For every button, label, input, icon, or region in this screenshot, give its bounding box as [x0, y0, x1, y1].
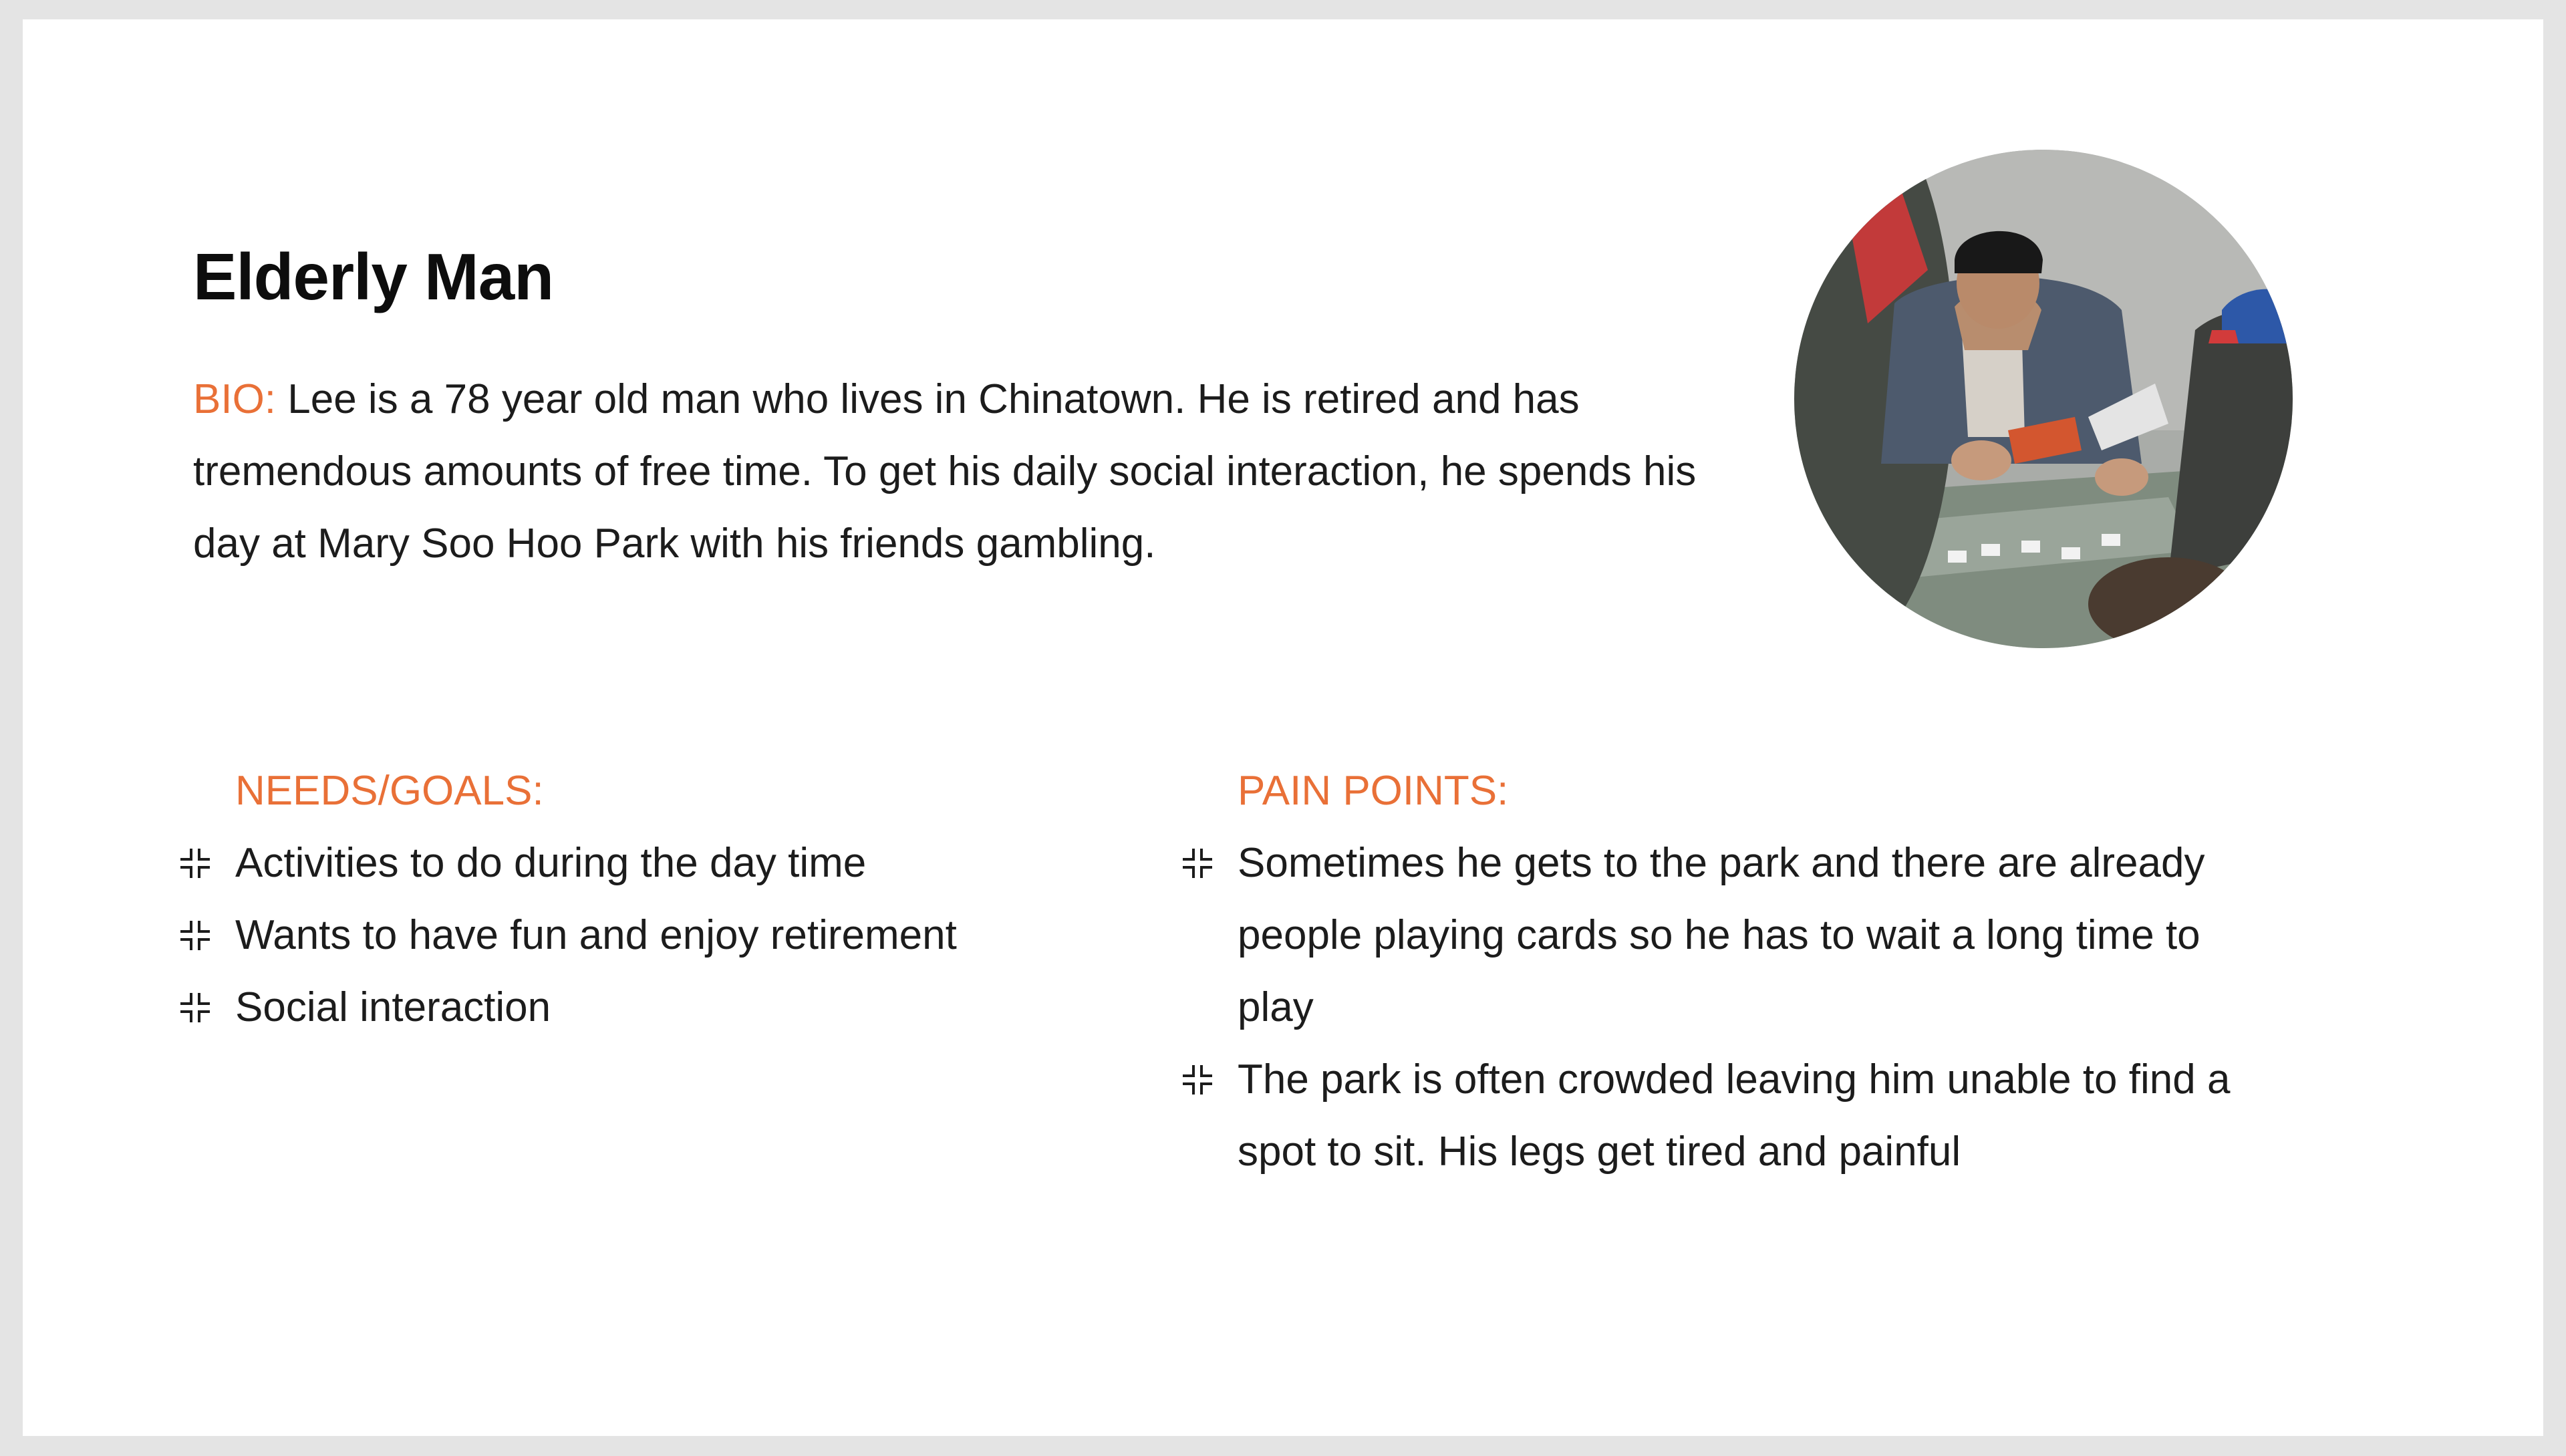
pain-point-item-text: The park is often crowded leaving him unable to find a spot to sit. His legs get tired and painful — [1238, 1056, 2231, 1175]
sparkle-cross-icon — [180, 972, 235, 1044]
pain-points-heading: PAIN POINTS: — [1238, 768, 1509, 814]
pain-point-item — [1183, 1044, 2252, 1188]
sparkle-cross-icon — [1183, 1044, 1238, 1116]
persona-bio — [193, 363, 1717, 580]
persona-title: Elderly Man — [193, 240, 554, 313]
needs-goals-item-text: Activities to do during the day time — [235, 840, 867, 886]
pain-point-item-text: Sometimes he gets to the park and there are already people playing cards so he has to wait a long time to play — [1238, 840, 2205, 1030]
sparkle-cross-icon — [1183, 827, 1238, 899]
persona-photo-illustration — [1794, 150, 2293, 648]
pain-point-item — [1183, 827, 2252, 1044]
needs-goals-item — [180, 972, 1149, 1044]
sparkle-cross-icon — [180, 899, 235, 972]
needs-goals-item-text: Social interaction — [235, 984, 551, 1030]
sparkle-cross-icon — [180, 827, 235, 899]
needs-goals-item — [180, 899, 1149, 972]
persona-card — [23, 19, 2543, 1436]
needs-goals-item — [180, 827, 1149, 899]
needs-goals-section — [180, 755, 1149, 1044]
needs-goals-heading: NEEDS/GOALS: — [235, 768, 544, 814]
bio-text: Lee is a 78 year old man who lives in Chinatown. He is retired and has tremendous amounts of free time. To get his daily social interaction, he spends his day at Mary Soo Hoo Park with his friends gambling. — [193, 376, 1697, 567]
pain-points-section — [1183, 755, 2252, 1188]
persona-photo — [1794, 150, 2293, 648]
needs-goals-item-text: Wants to have fun and enjoy retirement — [235, 912, 957, 958]
bio-label: BIO: — [193, 376, 277, 422]
